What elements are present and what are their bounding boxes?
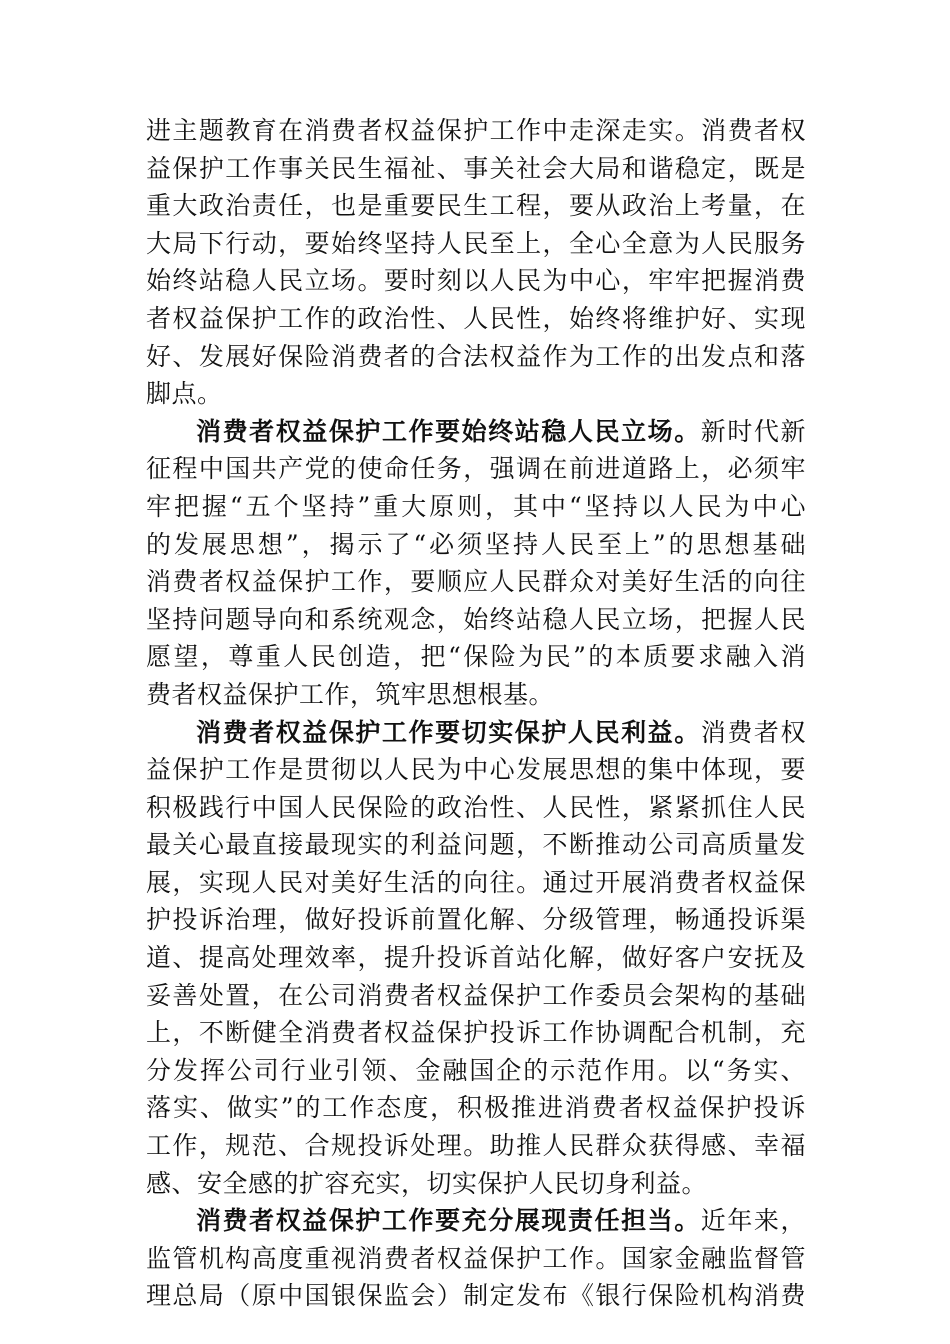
text-line: 落实、做实”的工作态度，积极推进消费者权益保护投诉 — [146, 1093, 806, 1123]
text-line: 大局下行动，要始终坚持人民至上，全心全意为人民服务 — [146, 228, 806, 258]
text-line: 护投诉治理，做好投诉前置化解、分级管理，畅通投诉渠 — [146, 905, 806, 935]
text-line: 感、安全感的扩容充实，切实保护人民切身利益。 — [146, 1168, 708, 1198]
text-line: 上，不断健全消费者权益保护投诉工作协调配合机制，充 — [146, 1018, 806, 1048]
text-span: 近年来， — [700, 1206, 806, 1236]
text-line: 愿望，尊重人民创造，把“保险为民”的本质要求融入消 — [146, 642, 806, 672]
paragraph-heading: 消费者权益保护工作要充分展现责任担当。 — [196, 1206, 701, 1236]
paragraph — [146, 714, 806, 1203]
text-line: 监管机构高度重视消费者权益保护工作。国家金融监督管 — [146, 1243, 806, 1273]
text-line: 益保护工作事关民生福祉、事关社会大局和谐稳定，既是 — [146, 153, 806, 183]
text-line: 的发展思想”，揭示了“必须坚持人民至上”的思想基础 — [146, 529, 806, 559]
text-line: 费者权益保护工作，筑牢思想根基。 — [146, 679, 555, 709]
text-line — [146, 714, 806, 752]
text-line — [146, 1202, 806, 1240]
text-span: 新时代新 — [700, 416, 806, 446]
text-line: 牢把握“五个坚持”重大原则，其中“坚持以人民为中心 — [146, 491, 806, 521]
text-line: 进主题教育在消费者权益保护工作中走深走实。消费者权 — [146, 116, 806, 145]
document-body — [146, 112, 806, 1315]
text-line: 妥善处置，在公司消费者权益保护工作委员会架构的基础 — [146, 980, 806, 1010]
text-span: 消费者权 — [700, 717, 806, 747]
text-line: 脚点。 — [146, 379, 223, 409]
text-line: 消费者权益保护工作，要顺应人民群众对美好生活的向往 — [146, 567, 806, 597]
text-line: 好、发展好保险消费者的合法权益作为工作的出发点和落 — [146, 341, 806, 371]
text-line: 益保护工作是贯彻以人民为中心发展思想的集中体现，要 — [146, 755, 806, 785]
text-line: 征程中国共产党的使命任务，强调在前进道路上，必须牢 — [146, 454, 806, 484]
text-line: 工作，规范、合规投诉处理。助推人民群众获得感、幸福 — [146, 1131, 806, 1161]
paragraph — [146, 413, 806, 714]
text-line: 重大政治责任，也是重要民生工程，要从政治上考量，在 — [146, 191, 806, 221]
text-line: 坚持问题导向和系统观念，始终站稳人民立场，把握人民 — [146, 604, 806, 634]
paragraph — [146, 112, 806, 413]
text-line: 者权益保护工作的政治性、人民性，始终将维护好、实现 — [146, 303, 806, 333]
text-line: 理总局（原中国银保监会）制定发布《银行保险机构消费 — [146, 1281, 806, 1311]
text-line: 道、提高处理效率，提升投诉首站化解，做好客户安抚及 — [146, 943, 806, 973]
text-line — [146, 413, 806, 451]
text-line: 积极践行中国人民保险的政治性、人民性，紧紧抓住人民 — [146, 792, 806, 822]
text-line: 展，实现人民对美好生活的向往。通过开展消费者权益保 — [146, 867, 806, 897]
text-line: 分发挥公司行业引领、金融国企的示范作用。以“务实、 — [146, 1055, 806, 1085]
text-line: 最关心最直接最现实的利益问题，不断推动公司高质量发 — [146, 830, 806, 860]
paragraph-heading: 消费者权益保护工作要切实保护人民利益。 — [196, 717, 701, 747]
text-line: 始终站稳人民立场。要时刻以人民为中心，牢牢把握消费 — [146, 266, 806, 296]
paragraph — [146, 1202, 806, 1315]
paragraph-heading: 消费者权益保护工作要始终站稳人民立场。 — [196, 416, 701, 446]
